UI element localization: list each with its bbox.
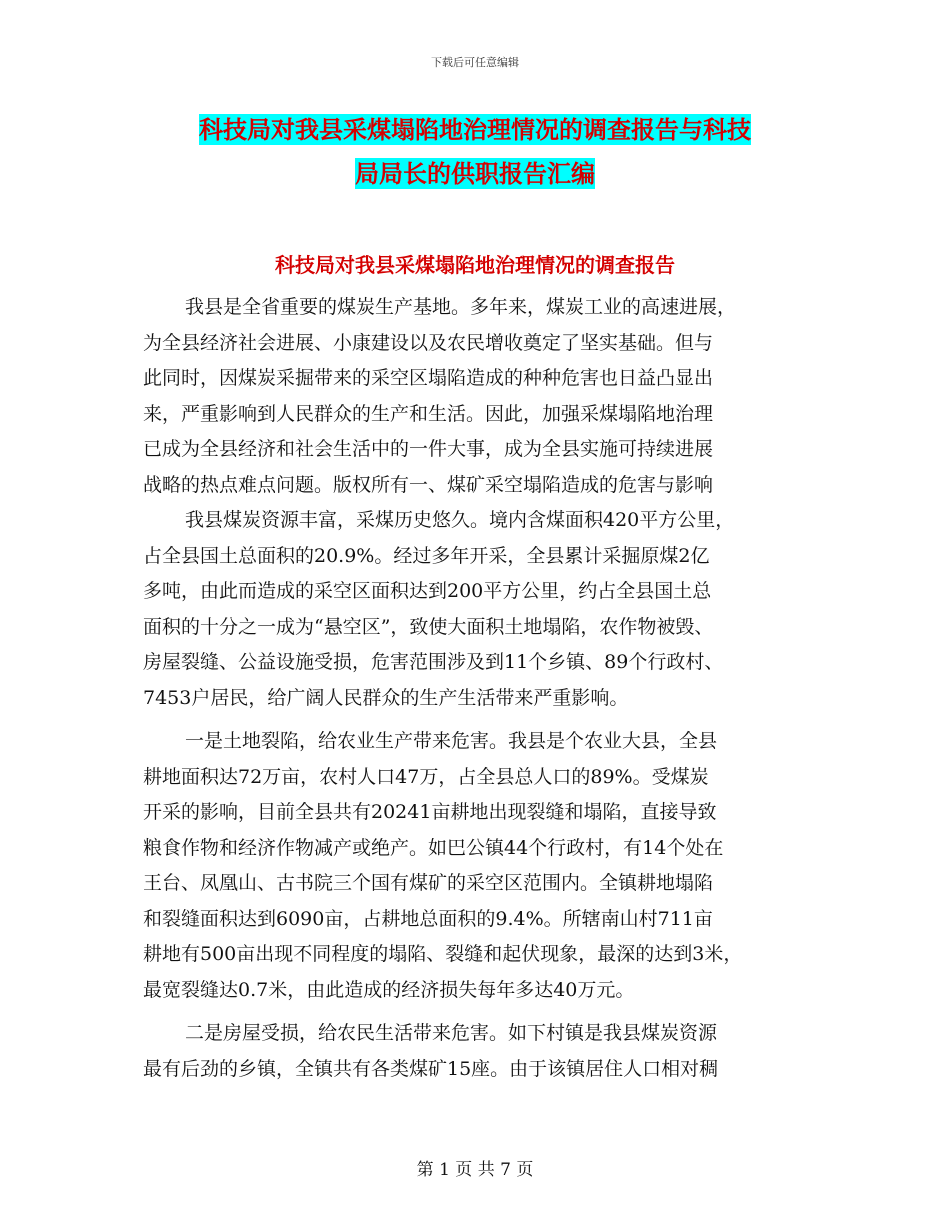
paragraph-line: 和裂缝面积达到6090亩，占耕地总面积的9.4%。所辖南山村711亩 <box>143 907 713 930</box>
paragraph-line: 粮食作物和经济作物减产或绝产。如巴公镇44个行政村，有14个处在 <box>143 836 724 859</box>
paragraph-line: 占全县国土总面积的20.9%。经过多年开采，全县累计采掘原煤2亿 <box>143 544 710 567</box>
paragraph-line: 此同时，因煤炭采掘带来的采空区塌陷造成的种种危害也日益凸显出 <box>143 367 714 389</box>
document-title-line-2 <box>0 158 950 190</box>
paragraph-3 <box>143 724 828 1008</box>
paragraph-line: 房屋裂缝、公益设施受损，危害范围涉及到11个乡镇、89个行政村、 <box>143 651 724 673</box>
paragraph-1 <box>143 290 828 503</box>
paragraph-line: 二是房屋受损，给农民生活带来危害。如下村镇是我县煤炭资源 <box>185 1022 718 1044</box>
paragraph-line: 耕地有500亩出现不同程度的塌陷、裂缝和起伏现象，最深的达到3米， <box>143 943 743 965</box>
paragraph-line: 一是土地裂陷，给农业生产带来危害。我县是个农业大县，全县 <box>185 730 718 752</box>
paragraph-line: 王台、凤凰山、古书院三个国有煤矿的采空区范围内。全镇耕地塌陷 <box>143 872 714 894</box>
paragraph-line: 已成为全县经济和社会生活中的一件大事，成为全县实施可持续进展 <box>143 438 714 460</box>
document-title-line-2-text: 局局长的供职报告汇编 <box>355 159 595 188</box>
document-title-line-1-text: 科技局对我县采煤塌陷地治理情况的调查报告与科技 <box>199 115 751 144</box>
paragraph-line: 开采的影响，目前全县共有20241亩耕地出现裂缝和塌陷，直接导致 <box>143 801 717 823</box>
page-number-footer: 第 1 页 共 7 页 <box>416 1160 534 1180</box>
paragraph-line: 7453户居民，给广阔人民群众的生产生活带来严重影响。 <box>143 686 629 709</box>
paragraph-line: 最有后劲的乡镇，全镇共有各类煤矿15座。由于该镇居住人口相对稠 <box>143 1057 719 1080</box>
section-title: 科技局对我县采煤塌陷地治理情况的调查报告 <box>275 253 675 277</box>
paragraph-line: 面积的十分之一成为“悬空区”，致使大面积土地塌陷，农作物被毁、 <box>143 615 714 638</box>
paragraph-line: 来，严重影响到人民群众的生产和生活。因此，加强采煤塌陷地治理 <box>143 402 714 425</box>
page-header-note: 下载后可任意编辑 <box>431 56 519 69</box>
paragraph-line: 我县是全省重要的煤炭生产基地。多年来，煤炭工业的高速进展， <box>185 296 737 318</box>
paragraph-line: 战略的热点难点问题。版权所有一、煤矿采空塌陷造成的危害与影响 <box>143 473 714 496</box>
document-body <box>143 290 828 1087</box>
paragraph-line: 为全县经济社会进展、小康建设以及农民增收奠定了坚实基础。但与 <box>143 331 714 354</box>
paragraph-4 <box>143 1016 828 1087</box>
paragraph-line: 最宽裂缝达0.7米，由此造成的经济损失每年多达40万元。 <box>143 978 635 1001</box>
paragraph-2 <box>143 503 828 716</box>
paragraph-line: 我县煤炭资源丰富，采煤历史悠久。境内含煤面积420平方公里， <box>185 509 735 531</box>
paragraph-line: 多吨，由此而造成的采空区面积达到200平方公里，约占全县国土总 <box>143 580 712 602</box>
document-title-line-1 <box>0 114 950 146</box>
paragraph-line: 耕地面积达72万亩，农村人口47万，占全县总人口的89%。受煤炭 <box>143 765 709 788</box>
